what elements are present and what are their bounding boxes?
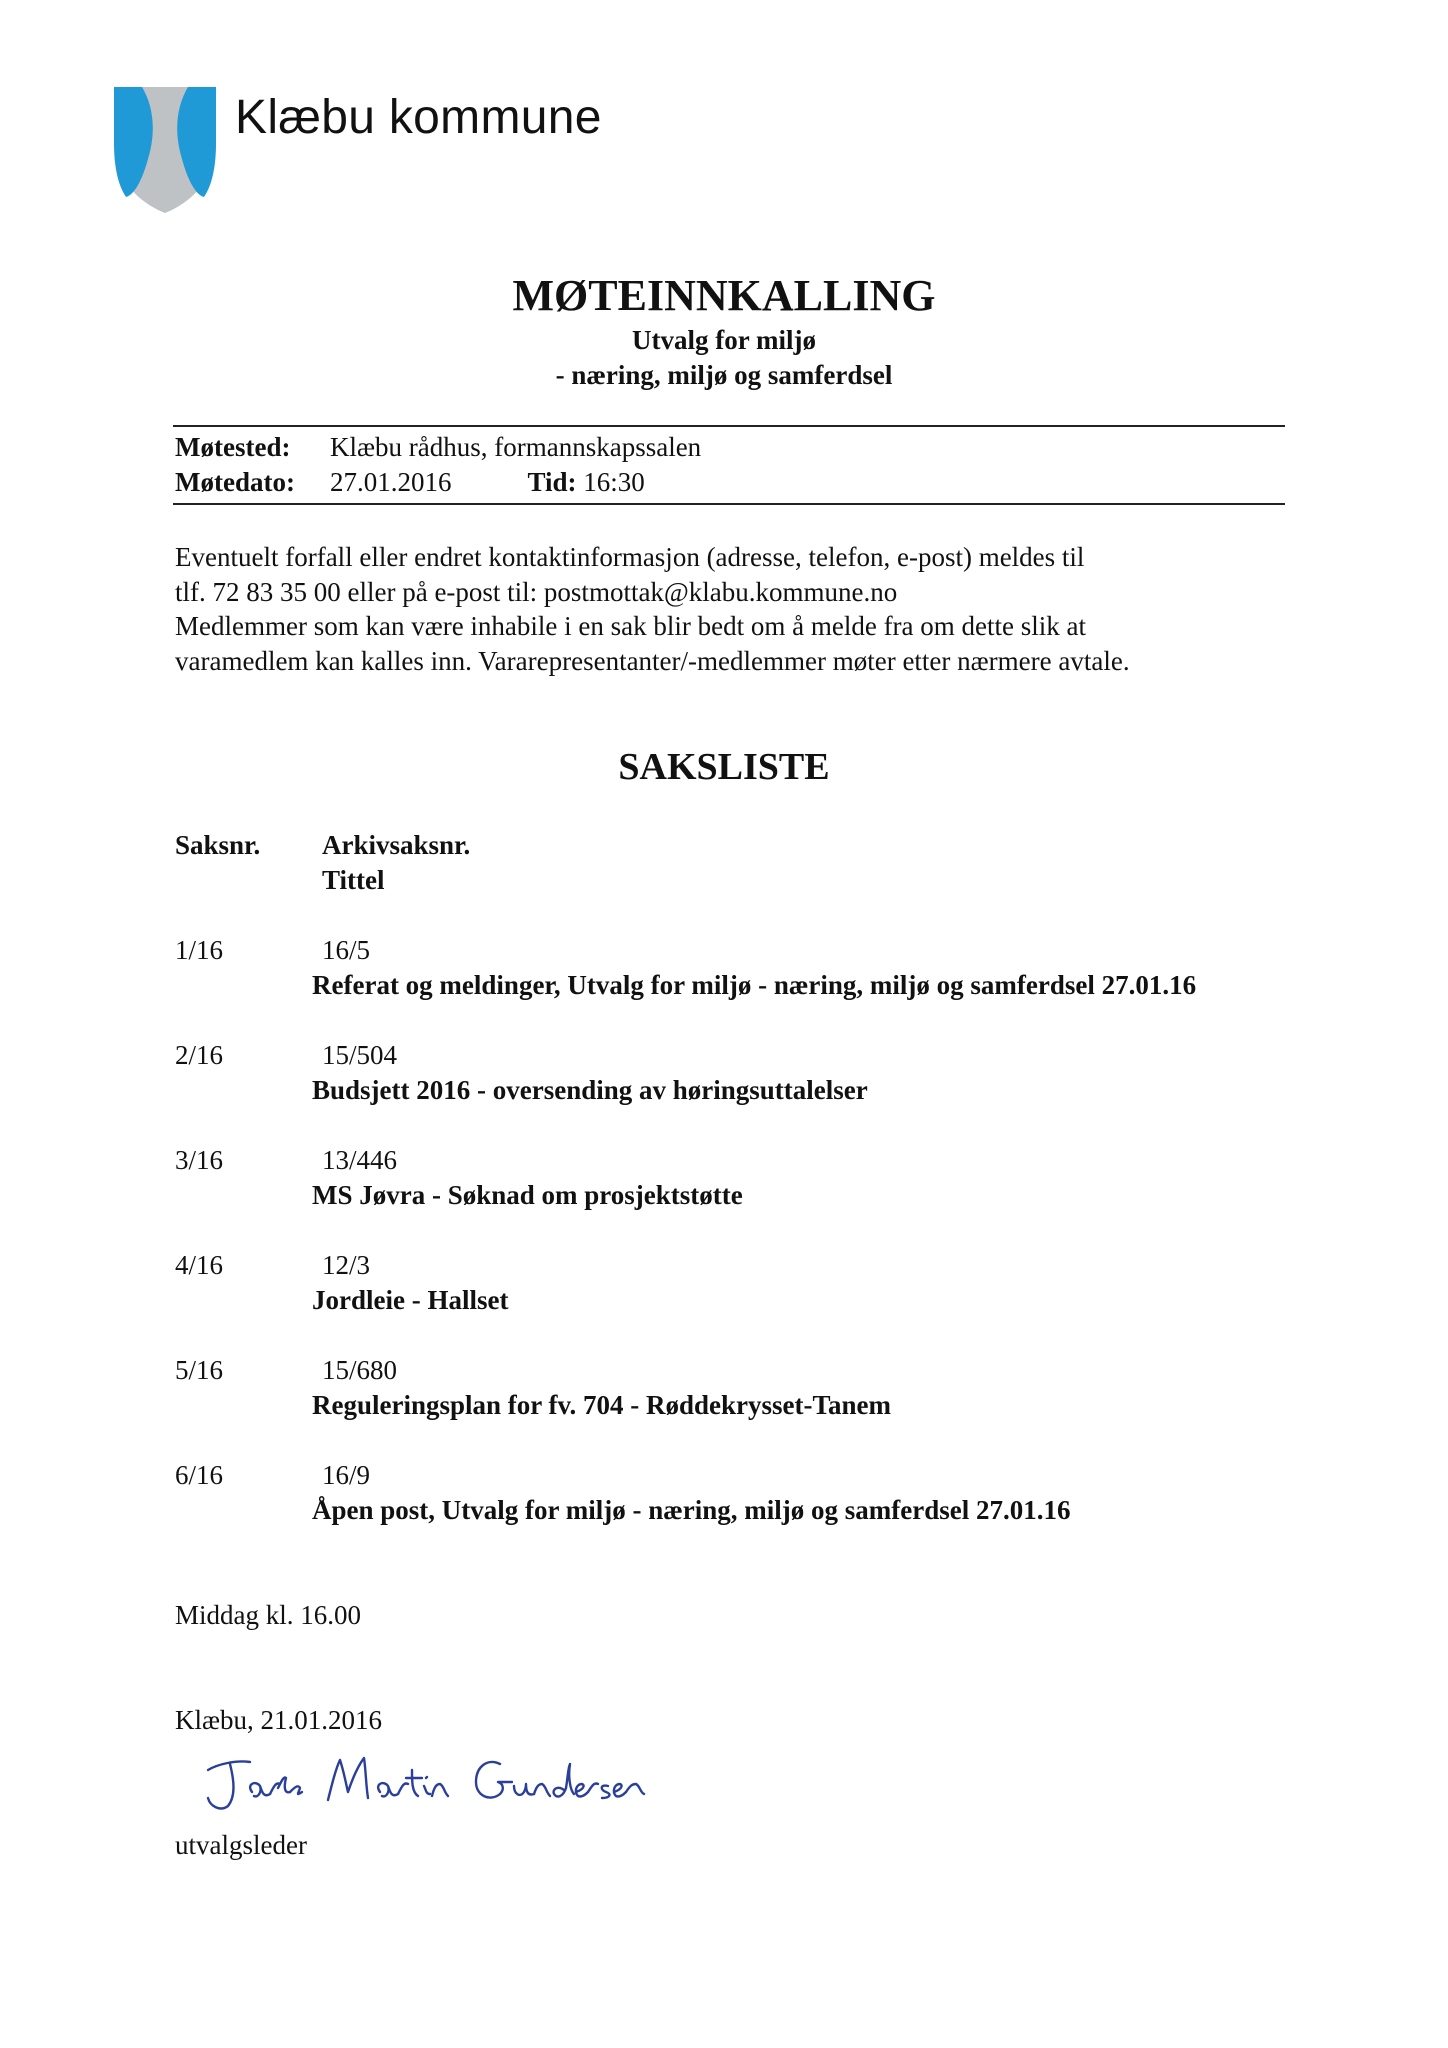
meeting-place-label: Møtested: <box>175 432 291 462</box>
agenda-item-number: 6/16 <box>175 1460 224 1490</box>
notice-line: Eventuelt forfall eller endret kontaktinformasjon (adresse, telefon, e-post) meldes til <box>175 542 1085 572</box>
agenda-item-title: Budsjett 2016 - oversending av høringsuttalelser <box>312 1075 868 1105</box>
agenda-title: SAKSLISTE <box>618 746 830 788</box>
agenda-item-title: Jordleie - Hallset <box>312 1285 509 1315</box>
place-and-date: Klæbu, 21.01.2016 <box>175 1705 383 1735</box>
agenda-header-case-number: Saksnr. <box>175 830 261 860</box>
coat-of-arms-logo <box>112 85 218 215</box>
agenda-item-number: 3/16 <box>175 1145 224 1175</box>
agenda-item-title: MS Jøvra - Søknad om prosjektstøtte <box>312 1180 743 1210</box>
agenda-item-title: Reguleringsplan for fv. 704 - Røddekrysset-Tanem <box>312 1390 892 1420</box>
document-subtitle-committee: Utvalg for miljø <box>632 325 816 355</box>
notice-paragraph <box>175 540 1285 678</box>
document-title: MØTEINNKALLING <box>512 271 936 320</box>
notice-line: varamedlem kan kalles inn. Vararepresentanter/-medlemmer møter etter nærmere avtale. <box>175 645 1130 676</box>
notice-line: tlf. 72 83 35 00 eller på e-post til: postmottak@klabu.kommune.no <box>175 576 898 607</box>
bottom-rule <box>173 503 1285 505</box>
agenda-item-title: Referat og meldinger, Utvalg for miljø - næring, miljø og samferdsel 27.01.16 <box>312 970 1197 1000</box>
organization-name: Klæbu kommune <box>235 91 602 144</box>
meeting-place-row <box>175 432 701 463</box>
agenda-item-archive: 15/504 <box>322 1040 398 1070</box>
agenda-item-number: 1/16 <box>175 935 224 965</box>
agenda-item-number: 2/16 <box>175 1040 224 1070</box>
agenda-item-number: 4/16 <box>175 1250 224 1280</box>
meeting-date-label: Møtedato: <box>175 467 295 497</box>
meeting-place-value: Klæbu rådhus, formannskapssalen <box>330 432 702 462</box>
agenda-item-number: 5/16 <box>175 1355 224 1385</box>
document-subtitle-scope: - næring, miljø og samferdsel <box>555 360 893 390</box>
handwritten-signature <box>200 1740 670 1820</box>
notice-line: Medlemmer som kan være inhabile i en sak blir bedt om å melde fra om dette slik at <box>175 611 1086 641</box>
dinner-note: Middag kl. 16.00 <box>175 1600 361 1630</box>
signer-role: utvalgsleder <box>175 1830 307 1860</box>
agenda-item-archive: 12/3 <box>322 1250 371 1280</box>
agenda-item-archive: 15/680 <box>322 1355 398 1385</box>
agenda-item-archive: 16/5 <box>322 935 371 965</box>
agenda-header-archive-number: Arkivsaksnr. <box>322 830 471 860</box>
meeting-date-row <box>175 467 645 498</box>
agenda-header-title: Tittel <box>322 865 385 895</box>
agenda-item-archive: 16/9 <box>322 1460 371 1490</box>
meeting-time-label: Tid: <box>527 467 577 497</box>
agenda-item-title: Åpen post, Utvalg for miljø - næring, miljø og samferdsel 27.01.16 <box>312 1495 1071 1525</box>
agenda-item-archive: 13/446 <box>322 1145 398 1175</box>
meeting-date-value: 27.01.2016 <box>330 467 452 497</box>
top-rule <box>173 425 1285 427</box>
meeting-time-value: 16:30 <box>583 467 645 497</box>
